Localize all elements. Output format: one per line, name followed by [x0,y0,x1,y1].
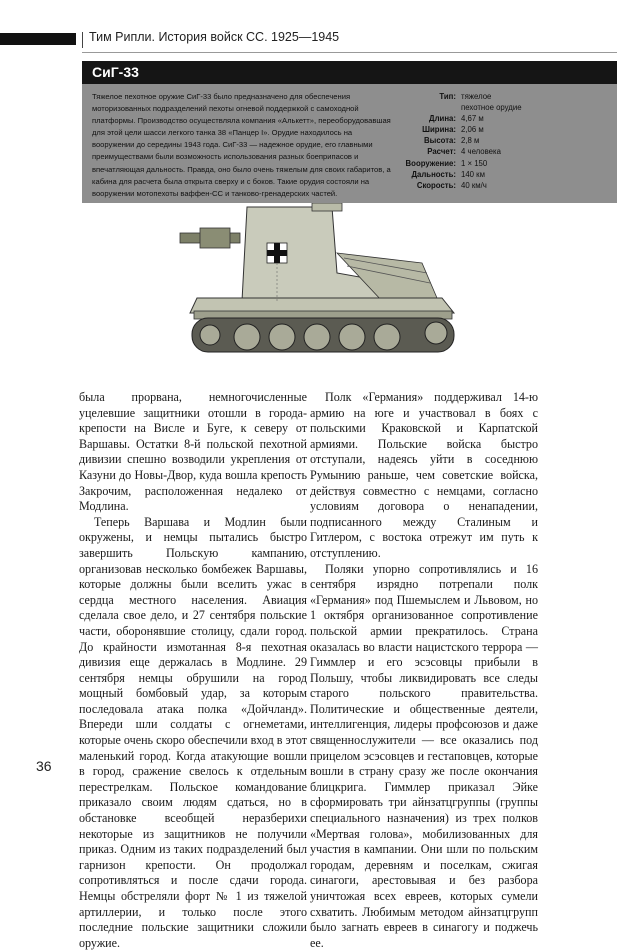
spec-row [392,146,612,157]
paragraph: Поляки упорно сопротивлялись и 16 сентября изрядно потрепали полк «Германия» под Пшемыслем и Львовом, но 1 октября организованное сопротивление польской армии прекратилось. Страна оказалась во власти нацистского террора — Гиммлер и его эсэсовцы прибыли в Польшу, чтобы ликвидировать все следы старого польского правительства. Политические и общественные деятели, интеллигенция, лидеры профсоюзов и даже священнослужители — все оказались под прицелом эсэсовцев и гестаповцев, которые вошли в страну сразу же после окончания блицкрига. Гиммлер приказал Эйке сформировать три айнзатцгруппы (группы специального назначения) из трех полков «Мертвая голова», мобилизованных для участия в кампании. Они шли по польским городам, деревням и поселкам, сжигая синагоги, арестовывая и без разбора уничтожая всех евреев, которых сумели схватить. Любимым методом айнзатцгрупп было загнать евреев в синагогу и поджечь ее. [310,561,538,950]
spec-row [392,169,612,180]
spec-value: 40 км/ч [461,180,487,190]
spec-value: тяжелое [461,92,492,101]
page-number: 36 [36,758,52,774]
paragraph: была прорвана, немногочисленные уцелевшие защитники отошли в города-крепости на Висле и Буге, к северу от Варшавы. Остатки 8-й польской пехотной дивизии спешно возводили укрепления от Казуни до Новы-Двор, куда вошла крепость Закрочим, расположенная недалеко от Модлина. [79,390,307,514]
sidebar-title-strip [82,61,617,84]
spec-row [392,102,612,113]
paragraph: Полк «Германия» поддерживал 14-ю армию на юге и участвовал в боях с польскими Краковской и Карпатской армиями. Польские войска быстро отступали, надеясь уйти в соседнюю Румынию раньше, чем советские войска, действуя совместно с немцами, согласно условиям договора о ненападении, подписанного между Сталиным и Гитлером, с востока отрежут им путь к отступлению. [310,390,538,560]
spec-label: Ширина: [422,125,456,135]
spec-row [392,124,612,135]
spec-label: Дальность: [411,169,456,179]
header-separator [82,32,83,48]
paragraph: Теперь Варшава и Модлин были окружены, и немцы пытались быстро завершить Польскую кампанию, организовав несколько бомбежек Варшавы, которые должны были вселить ужас в сердца местного населения. Авиация сделала свое дело, и 27 сентября польские части, оборонявшие столицу, сдали город. До крайности измотанная 8-я пехотная дивизия еще держалась в Модлине. 29 сентября немцы обрушили на город мощный бомбовый удар, за которым последовала атака полка «Дойчланд». Впереди шли солдаты с огнеметами, которые очень скоро обеспечили вход в этот маленький город. Когда атакующие вошли в город, сражение свелось к отдельным перестрелкам. Польское командование приказало своим людям сдаться, но в обстановке всеобщей неразберихи некоторые из защитников не получили приказ. Одним из таких подразделений был гарнизон крепости. Он продолжал сопротивляться и после сдачи города. Немцы обстреляли форт № 1 из тяжелой артиллерии, и только после этого последние польские защитники сложили оружие. [79,514,307,950]
spec-row [392,135,612,146]
spec-value: 1 × 150 [461,158,488,168]
spec-label: Расчет: [427,147,456,157]
spec-label: Тип: [439,92,456,101]
spec-value: пехотное орудие [461,103,522,113]
spec-value: 4 человека [461,147,501,157]
header-rule [82,52,617,53]
spec-table [392,91,612,191]
sidebar-description: Тяжелое пехотное оружие СиГ-33 было предназначено для обеспечения моторизованных подразделений пехоты огневой поддержкой с самоходной платформы. Производство осуществляла компания «Алькетт», переоборудовавшая для этой цели шасси легкого танка 38 «Панцер I». Орудие находилось на вооружении до середины 1943 года. СиГ-33 — надежное орудие, его главными преимуществами были возможность использования разных боеприпасов и впечатляющая дальность. Правда, оно было очень тяжелым для своих габаритов, а кабина для расчета была открыта сверху и с боков. Такие орудия состояли на вооружении мотопехоты ваффен-СС и танково-гренадерских частей. [92,92,391,198]
sig33-vehicle-drawing [180,203,454,352]
spec-value: 2,06 м [461,125,484,135]
spec-label: Вооружение: [405,158,456,168]
spec-row [392,91,612,102]
vehicle-illustration [82,203,617,381]
spec-value: 4,67 м [461,114,484,124]
spec-label: Скорость: [416,180,456,190]
spec-label: Длина: [429,114,456,124]
header-black-bar [0,33,76,45]
spec-row [392,113,612,124]
spec-value: 2,8 м [461,136,480,146]
spec-label [392,102,461,113]
spec-row [392,158,612,169]
running-header: Тим Рипли. История войск СС. 1925—1945 [89,30,340,44]
spec-row [392,180,612,191]
spec-label: Высота: [424,136,456,146]
body-column-right [310,390,538,951]
sidebar-title: СиГ-33 [92,64,139,80]
spec-value: 140 км [461,169,485,179]
body-column-left [79,390,307,951]
